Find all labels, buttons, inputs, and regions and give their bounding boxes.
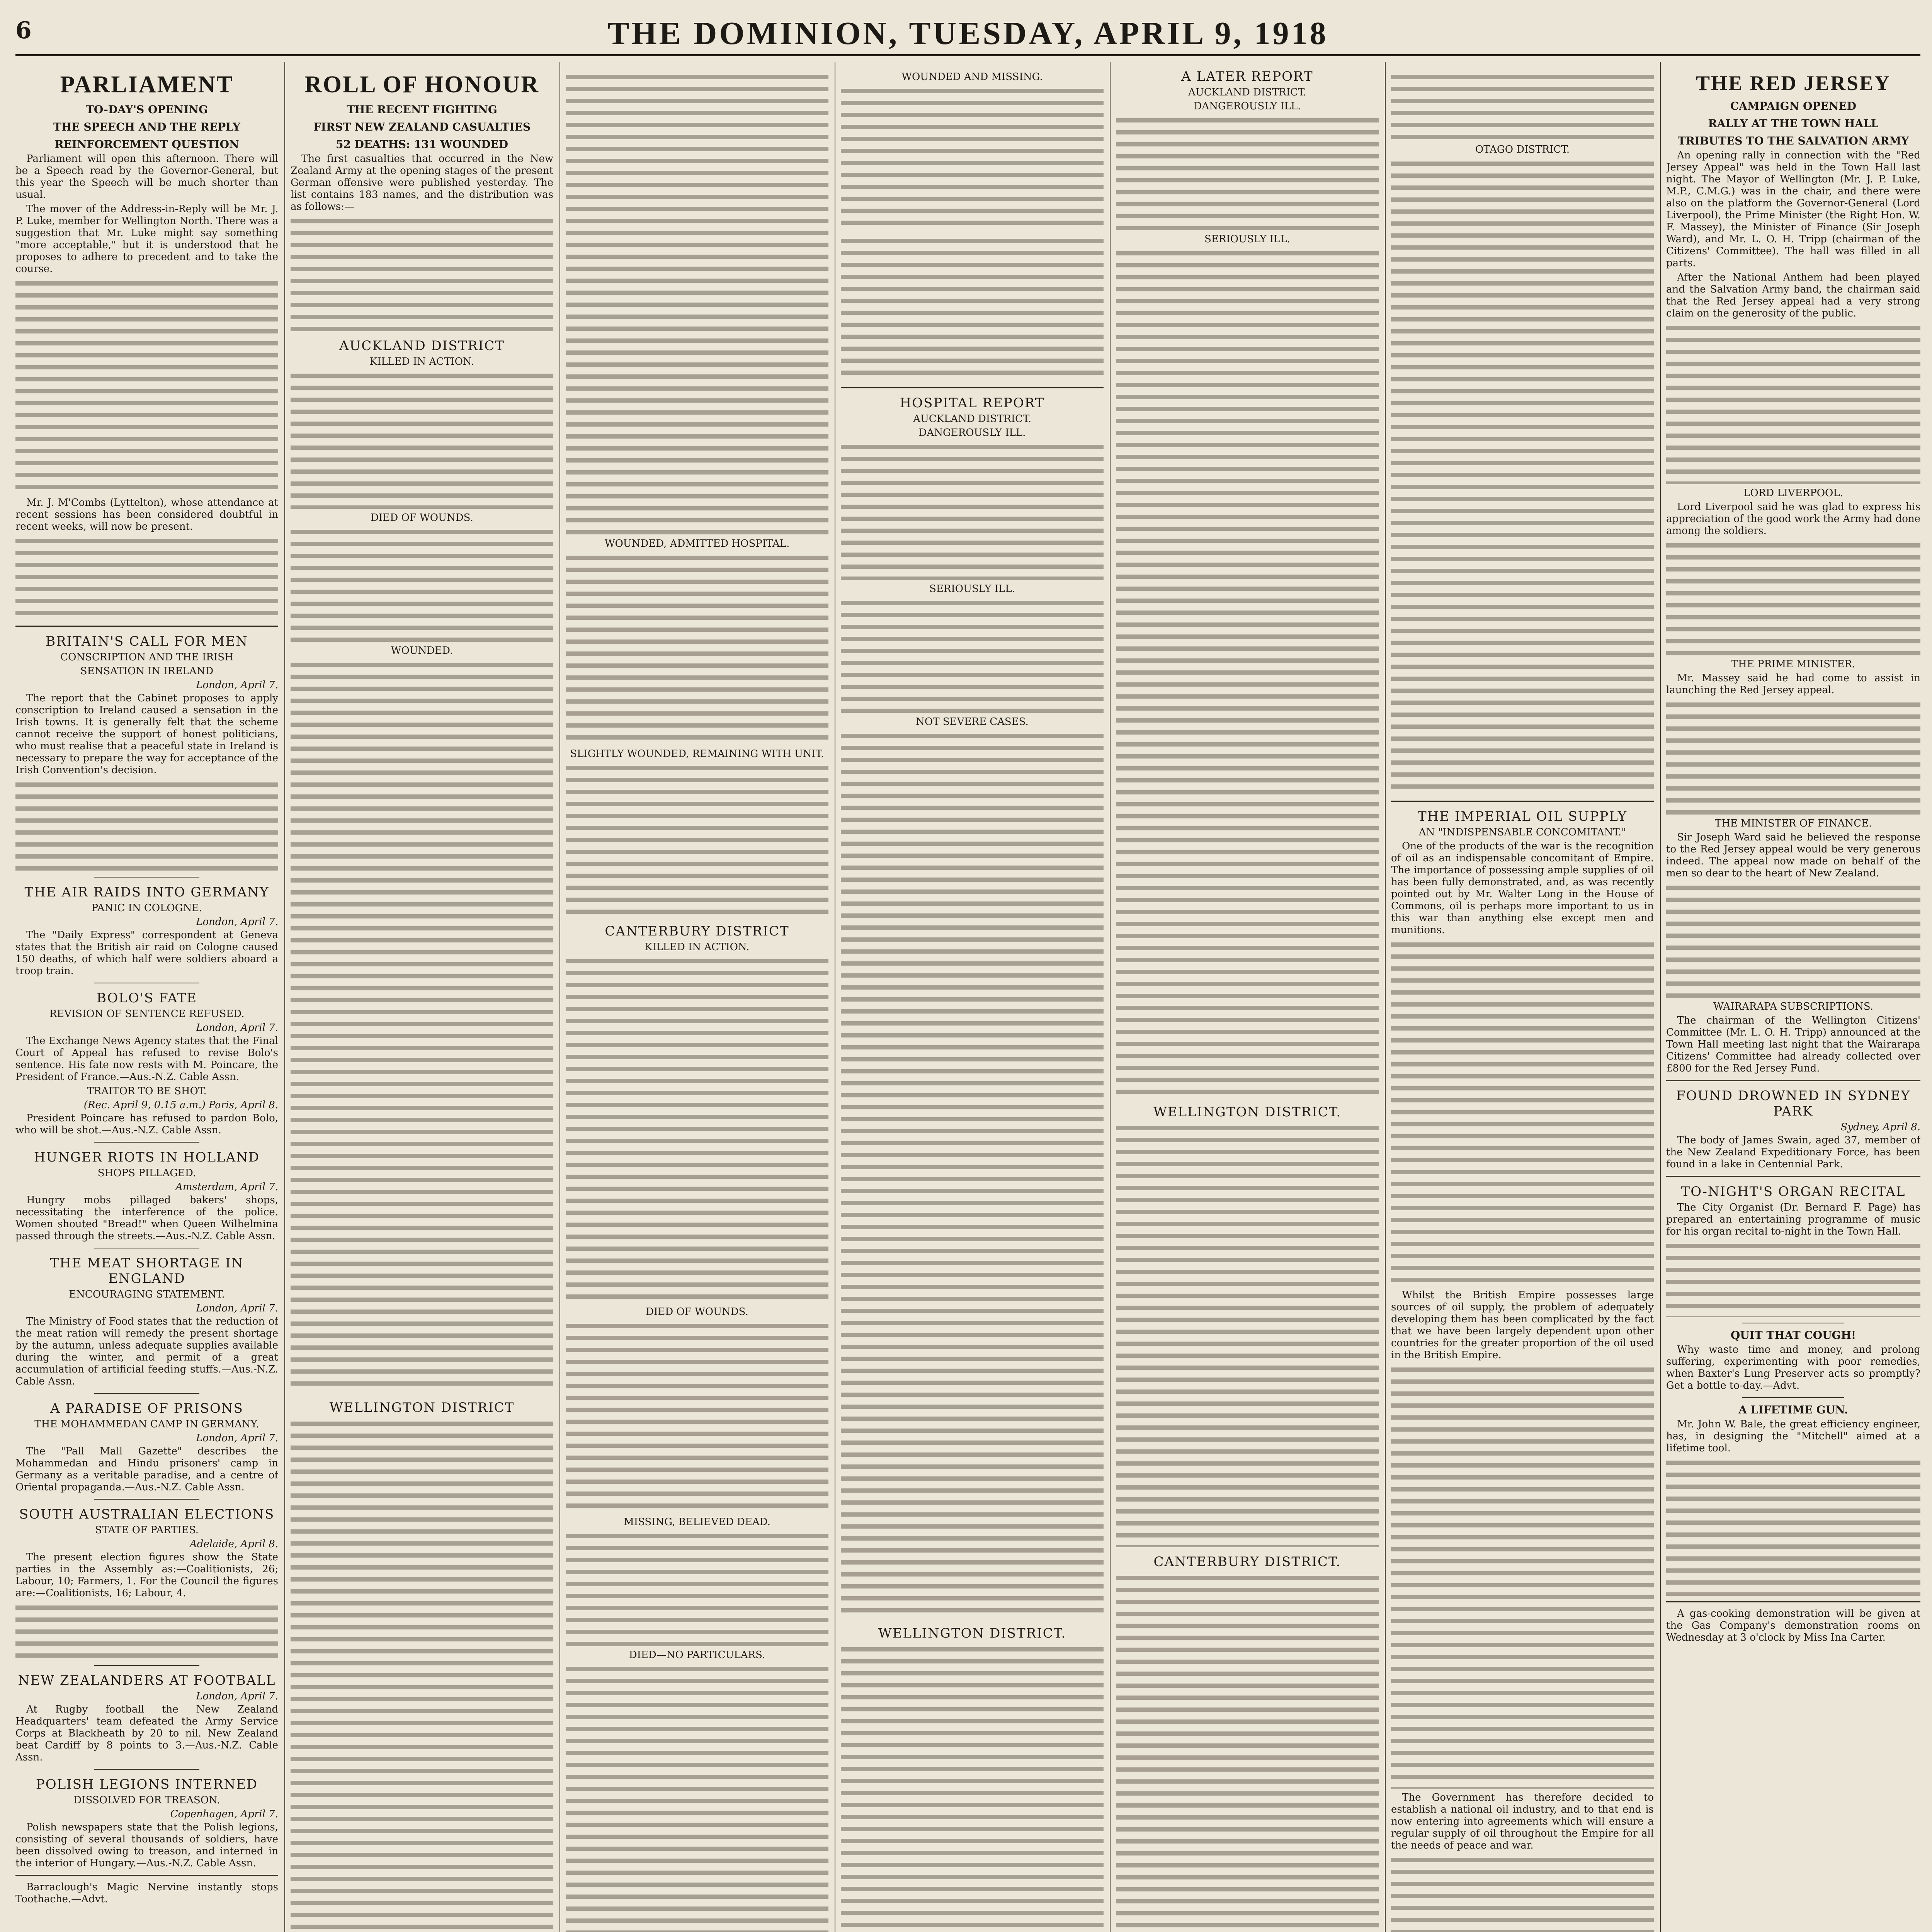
story5-title: TRAITOR TO BE SHOT. <box>87 1085 207 1097</box>
divider <box>841 387 1104 388</box>
masthead-title: THE DOMINION, TUESDAY, APRIL 9, 1918 <box>607 15 1328 51</box>
page-number: 6 <box>15 17 32 44</box>
story9-title: SOUTH AUSTRALIAN ELECTIONS <box>19 1507 275 1522</box>
column-rule <box>284 62 285 1932</box>
oil-body-text <box>1391 1364 1654 1789</box>
story2-dateline: London, April 7. <box>196 679 278 691</box>
roll-heading: ROLL OF HONOUR <box>304 71 540 98</box>
lifetime-title: A LIFETIME GUN. <box>1738 1403 1848 1416</box>
organ-body-text <box>1666 1240 1920 1317</box>
story9-p1: The present election figures show the State parties in the Assembly as:—Coalitionists, 26; Labour, 10; Farmers, 1. For the Council the figures are:—Coalitionists, 16; Labour, 4. <box>15 1551 278 1599</box>
story6-p1: Hungry mobs pillaged bakers' shops, necessitating the interference of the police. Women shouted "Bread!" when Queen Wilhelmina passed through the streets.—Aus.-N.Z. Cable Assn. <box>15 1194 278 1242</box>
casualty-list <box>841 85 1104 232</box>
roll-district: AUCKLAND DISTRICT <box>339 338 505 354</box>
patient-list <box>841 441 1104 580</box>
story2-title: BRITAIN'S CALL FOR MEN <box>46 634 248 649</box>
casualty-table <box>291 215 553 331</box>
drowned-dateline: Sydney, April 8. <box>1840 1121 1920 1133</box>
lifetime-body-text <box>1666 1457 1920 1596</box>
columns <box>15 62 1920 1932</box>
c4-sub3: NOT SEVERE CASES. <box>916 716 1029 728</box>
c4-sub1: DANGEROUSLY ILL. <box>918 427 1026 439</box>
redjersey-p3: Sir Joseph Ward said he believed the response to the Red Jersey appeal would be very generous indeed. The appeal now made on behalf of the men so dear to the heart of New Zealand. <box>1666 832 1920 879</box>
divider <box>1666 1080 1920 1081</box>
redjersey-p10: Mr. Massey said he had come to assist in launching the Red Jersey appeal. <box>1666 672 1920 696</box>
roll-sub2: FIRST NEW ZEALAND CASUALTIES <box>313 121 531 133</box>
lifetime-p: Mr. John W. Bale, the great efficiency engineer, has, in designing the "Mitchell" aimed at a lifetime tool. <box>1666 1418 1920 1454</box>
redjersey-p9: Lord Liverpool said he was glad to express his appreciation of the good work the Army had done among the soldiers. <box>1666 501 1920 537</box>
c4-district: AUCKLAND DISTRICT. <box>913 413 1031 425</box>
story3-sub: PANIC IN COLOGNE. <box>91 902 202 914</box>
column-rule <box>1385 62 1386 1932</box>
h-wairarapa: WAIRARAPA SUBSCRIPTIONS. <box>1713 1001 1874 1012</box>
story5-p1: President Poincare has refused to pardon Bolo, who will be shot.—Aus.-N.Z. Cable Assn. <box>15 1112 278 1136</box>
column-4 <box>841 62 1104 1932</box>
story7-title: THE MEAT SHORTAGE IN ENGLAND <box>50 1255 244 1286</box>
column-1 <box>15 62 278 1932</box>
story8-p1: The "Pall Mall Gazette" describes the Mohammedan and Hindu prisoners' camp in Germany as a veritable paradise, and a centre of Oriental propaganda.—Aus.-N.Z. Cable Assn. <box>15 1446 278 1493</box>
story9-body-text <box>15 1602 278 1660</box>
patient-list <box>1391 158 1654 795</box>
casualty-list <box>291 659 553 1393</box>
parliament-sub3: REINFORCEMENT QUESTION <box>54 138 239 151</box>
column-2 <box>291 62 553 1932</box>
c3-heading1: WOUNDED, ADMITTED HOSPITAL. <box>604 538 790 549</box>
patient-list <box>841 730 1104 1619</box>
cough-title: QUIT THAT COUGH! <box>1730 1329 1856 1342</box>
patient-list <box>1116 247 1379 1097</box>
organ-title: TO-NIGHT'S ORGAN RECITAL <box>1681 1184 1906 1199</box>
story6-dateline: Amsterdam, April 7. <box>175 1181 278 1193</box>
casualty-list <box>291 370 553 509</box>
h-pm: THE PRIME MINISTER. <box>1731 658 1855 670</box>
c3-wounds: DIED OF WOUNDS. <box>646 1306 748 1318</box>
c4-district2: WELLINGTON DISTRICT. <box>878 1626 1066 1641</box>
redjersey-body-text <box>1666 322 1920 484</box>
patient-list <box>841 597 1104 713</box>
story7-p1: The Ministry of Food states that the reduction of the meat ration will remedy the present shortage by the autumn, unless adequate supplies available during the winter, and permit of a great accumulation of artificial feeding stuffs.—Aus.-N.Z. Cable Assn. <box>15 1316 278 1387</box>
drowned-p: The body of James Swain, aged 37, member of the New Zealand Expeditionary Force, has been found in a lake in Centennial Park. <box>1666 1134 1920 1170</box>
c5-district: AUCKLAND DISTRICT. <box>1188 87 1306 98</box>
story4-dateline: London, April 7. <box>196 1022 278 1034</box>
redjersey-p2: After the National Anthem had been played and the Salvation Army band, the chairman said that the Red Jersey appeal had a very strong claim on the generosity of the public. <box>1666 272 1920 319</box>
col7-footer: A gas-cooking demonstration will be given at the Gas Company's demonstration rooms on Wednesday at 3 o'clock by Miss Ina Carter. <box>1666 1608 1920 1643</box>
c5-district3: CANTERBURY DISTRICT. <box>1153 1554 1341 1570</box>
story11-title: POLISH LEGIONS INTERNED <box>36 1777 258 1792</box>
divider <box>94 1769 199 1770</box>
casualty-list <box>841 235 1104 382</box>
column-7 <box>1666 62 1920 1932</box>
story4-sub: REVISION OF SENTENCE REFUSED. <box>49 1008 245 1020</box>
divider <box>1666 1176 1920 1177</box>
divider <box>15 1875 278 1876</box>
roll-district2: WELLINGTON DISTRICT <box>329 1400 515 1415</box>
story11-dateline: Copenhagen, April 7. <box>170 1808 278 1820</box>
casualty-list <box>566 1530 828 1646</box>
roll-sub1: THE RECENT FIGHTING <box>347 103 497 116</box>
patient-list <box>1116 114 1379 230</box>
c5-district2: WELLINGTON DISTRICT. <box>1153 1104 1342 1120</box>
patient-list <box>1116 1572 1379 1932</box>
parliament-body-text-2 <box>15 535 278 620</box>
story5-dateline: (Rec. April 9, 0.15 a.m.) Paris, April 8. <box>83 1099 278 1111</box>
masthead <box>15 8 1920 56</box>
redjersey-p1: An opening rally in connection with the "Red Jersey Appeal" was held in the Town Hall last night. The Mayor of Wellington (Mr. J. P. Luke, M.P., C.M.G.) was in the chair, and there were also on the platform the Governor-General (Lord Liverpool), the Prime Minister (the Right Hon. W. F. Massey), the Minister of Finance (Sir Joseph Ward), and Mr. L. O. H. Tripp (chairman of the Citizens' Committee). The hall was filled in all parts. <box>1666 150 1920 269</box>
story7-sub: ENCOURAGING STATEMENT. <box>69 1289 225 1300</box>
c3-heading2: SLIGHTLY WOUNDED, REMAINING WITH UNIT. <box>570 748 824 760</box>
patient-list <box>1391 71 1654 141</box>
story3-title: THE AIR RAIDS INTO GERMANY <box>24 884 269 900</box>
oil-sub: AN "INDISPENSABLE CONCOMITANT." <box>1418 827 1626 838</box>
oil-p1: One of the products of the war is the recognition of oil as an indispensable concomitant of Empire. The importance of possessing ample supplies of oil has been fully demonstrated, and, as was recently pointed out by Mr. Walter Long in the House of Commons, oil is perhaps more important to us in this war than anything else except men and munitions. <box>1391 840 1654 936</box>
column-rule <box>1660 62 1661 1932</box>
c3-missing: MISSING, BELIEVED DEAD. <box>624 1516 770 1528</box>
story8-sub: THE MOHAMMEDAN CAMP IN GERMANY. <box>34 1418 259 1430</box>
casualty-list <box>291 1418 553 1932</box>
story10-p1: At Rugby football the New Zealand Headquarters' team defeated the Army Service Corps at Blackheath by 20 to nil. New Zealand beat Cardiff by 8 points to 3.—Aus.-N.Z. Cable Assn. <box>15 1704 278 1763</box>
redjersey-body-text <box>1666 882 1920 998</box>
column-6 <box>1391 62 1654 1932</box>
c6-district: OTAGO DISTRICT. <box>1475 144 1570 155</box>
redjersey-sub2: RALLY AT THE TOWN HALL <box>1708 117 1879 130</box>
story11-p1: Polish newspapers state that the Polish legions, consisting of several thousands of soldiers, have been dissolved owing to treason, and interned in the interior of Hungary.—Aus.-N.Z. Cable Assn. <box>15 1821 278 1869</box>
roll-wounded: WOUNDED. <box>391 645 453 656</box>
column-3 <box>566 62 828 1932</box>
story2-sub2: SENSATION IN IRELAND <box>80 665 214 677</box>
oil-title: THE IMPERIAL OIL SUPPLY <box>1417 809 1628 824</box>
c3-killed: KILLED IN ACTION. <box>645 941 750 953</box>
parliament-body-text <box>15 277 278 494</box>
divider <box>94 1665 199 1666</box>
casualty-list <box>566 552 828 745</box>
casualty-list <box>291 526 553 642</box>
oil-body-text <box>1391 939 1654 1286</box>
column-rule <box>1110 62 1111 1932</box>
patient-list <box>1116 1122 1379 1547</box>
c3-district: CANTERBURY DISTRICT <box>605 923 789 939</box>
c5-sub2: SERIOUSLY ILL. <box>1204 233 1290 245</box>
story9-dateline: Adelaide, April 8. <box>189 1538 278 1550</box>
parliament-heading: PARLIAMENT <box>60 71 234 98</box>
c5-sub1: DANGEROUSLY ILL. <box>1194 100 1301 112</box>
divider <box>94 1142 199 1143</box>
redjersey-body-text <box>1666 699 1920 815</box>
c4-heading2: HOSPITAL REPORT <box>900 395 1045 411</box>
casualty-list <box>566 1320 828 1513</box>
story10-title: NEW ZEALANDERS AT FOOTBALL <box>18 1673 276 1688</box>
story2-p1: The report that the Cabinet proposes to apply conscription to Ireland caused a sensation in the Irish towns. It is generally felt that the scheme cannot receive the support of honest politicians, who must realise that a peaceful state in Ireland is necessary to prepare the way for acceptance of the Irish Convention's decision. <box>15 692 278 776</box>
redjersey-sub1: CAMPAIGN OPENED <box>1730 100 1857 112</box>
redjersey-body-text <box>1666 539 1920 655</box>
col1-footer: Barraclough's Magic Nervine instantly stops Toothache.—Advt. <box>15 1881 278 1905</box>
story9-sub: STATE OF PARTIES. <box>95 1524 199 1536</box>
divider <box>1742 1397 1844 1398</box>
casualty-list <box>566 955 828 1303</box>
divider <box>1391 801 1654 802</box>
roll-sub3: 52 DEATHS: 131 WOUNDED <box>335 138 509 151</box>
casualty-list <box>566 71 828 535</box>
story6-title: HUNGER RIOTS IN HOLLAND <box>34 1150 260 1165</box>
parliament-p2: The mover of the Address-in-Reply will be Mr. J. P. Luke, member for Wellington North. There was a suggestion that Mr. Luke might say something "more acceptable," but it is understood that he proposes to adhere to precedent and to take the course. <box>15 203 278 275</box>
story10-dateline: London, April 7. <box>196 1690 278 1702</box>
roll-killed: KILLED IN ACTION. <box>369 356 474 367</box>
column-5 <box>1116 62 1379 1932</box>
story2-sub: CONSCRIPTION AND THE IRISH <box>60 651 233 663</box>
c4-heading1: WOUNDED AND MISSING. <box>901 71 1043 83</box>
roll-wounds: DIED OF WOUNDS. <box>371 512 473 524</box>
divider <box>94 877 199 878</box>
cough-p: Why waste time and money, and prolong suffering, experimenting with poor remedies, when Baxter's Lung Preserver acts so promptly? Get a bottle to-day.—Advt. <box>1666 1344 1920 1391</box>
story3-p1: The "Daily Express" correspondent at Geneva states that the British air raid on Cologne caused 150 deaths, of which half were soldiers aboard a troop train. <box>15 929 278 977</box>
roll-p1: The first casualties that occurred in the New Zealand Army at the opening stages of the present German offensive were published yesterday. The list contains 183 names, and the distribution was as follows:— <box>291 153 553 213</box>
c5-heading1: A LATER REPORT <box>1181 69 1313 84</box>
redjersey-sub3: TRIBUTES TO THE SALVATION ARMY <box>1677 134 1909 147</box>
story4-title: BOLO'S FATE <box>96 990 197 1006</box>
story4-p1: The Exchange News Agency states that the Final Court of Appeal has refused to revise Bolo's sentence. His fate now rests with M. Poincare, the President of France.—Aus.-N.Z. Cable Assn. <box>15 1035 278 1083</box>
organ-p: The City Organist (Dr. Bernard F. Page) has prepared an entertaining programme of music for his organ recital to-night in the Town Hall. <box>1666 1202 1920 1237</box>
parliament-sub2: THE SPEECH AND THE REPLY <box>53 121 241 133</box>
redjersey-heading: THE RED JERSEY <box>1696 71 1891 95</box>
casualty-list <box>566 762 828 917</box>
parliament-p3: Mr. J. M'Combs (Lyttelton), whose attendance at recent sessions has been considered doubtful in recent weeks, will now be present. <box>15 497 278 532</box>
redjersey-p4: The chairman of the Wellington Citizens' Committee (Mr. L. O. H. Tripp) announced at the Town Hall meeting last night that the Wairarapa Citizens' Committee had already collected over £800 for the Red Jersey Fund. <box>1666 1015 1920 1074</box>
patient-list <box>841 1643 1104 1932</box>
divider <box>94 1499 199 1500</box>
drowned-title: FOUND DROWNED IN SYDNEY PARK <box>1676 1088 1911 1119</box>
story2-body-text <box>15 779 278 871</box>
story6-sub: SHOPS PILLAGED. <box>97 1167 196 1179</box>
oil-p3: The Government has therefore decided to establish a national oil industry, and to that end is now entering into agreements which will ensure a regular supply of oil throughout the Empire for all the needs of peace and war. <box>1391 1792 1654 1851</box>
divider <box>1666 1601 1920 1602</box>
story11-sub: DISSOLVED FOR TREASON. <box>73 1794 220 1806</box>
story3-dateline: London, April 7. <box>196 916 278 928</box>
divider <box>94 1393 199 1394</box>
story8-title: A PARADISE OF PRISONS <box>50 1401 243 1416</box>
story8-dateline: London, April 7. <box>196 1432 278 1444</box>
c3-died: DIED—NO PARTICULARS. <box>629 1649 765 1661</box>
oil-body-text <box>1391 1854 1654 1932</box>
story7-dateline: London, April 7. <box>196 1303 278 1314</box>
c4-sub2: SERIOUSLY ILL. <box>929 583 1015 595</box>
h-lord: LORD LIVERPOOL. <box>1743 487 1843 499</box>
oil-p2: Whilst the British Empire possesses large sources of oil supply, the problem of adequately developing them has been complicated by the fact that we have been largely dependent upon other countries for the greater proportion of the oil used in the British Empire. <box>1391 1289 1654 1361</box>
h-minister: THE MINISTER OF FINANCE. <box>1714 818 1872 829</box>
divider <box>15 626 278 627</box>
casualty-list <box>566 1663 828 1932</box>
parliament-sub1: TO-DAY'S OPENING <box>86 103 208 116</box>
parliament-p1: Parliament will open this afternoon. There will be a Speech read by the Governor-General, but this year the Speech will be much shorter than usual. <box>15 153 278 201</box>
